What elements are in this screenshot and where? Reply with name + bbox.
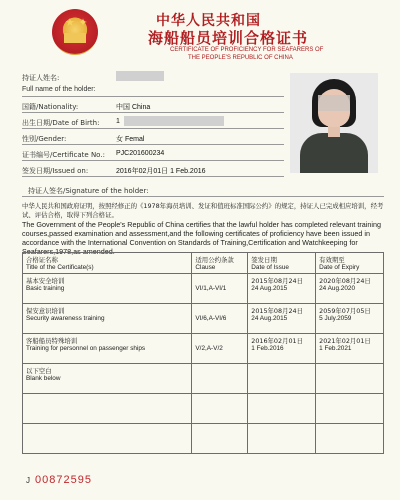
title-en-line-2: THE PEOPLE'S REPUBLIC OF CHINA xyxy=(188,55,293,61)
gender-label: 性别/Gender: xyxy=(22,135,67,143)
issued-line xyxy=(22,176,284,177)
dob-redaction xyxy=(124,116,224,126)
table-row xyxy=(23,364,384,394)
header-date-of-expiry: 有效期至 Date of Expiry xyxy=(316,253,384,274)
table-header-row xyxy=(23,253,384,274)
holder-name-label-cn: 持证人姓名: xyxy=(22,74,60,82)
body-text-en: The Government of the People's Republic of China certifies that the lawful holder has completed relevant training courses,passed examination and assessment,and the following certificates of proficiency have been issued in accordance with the International Convention on Standards of Training,Certification and Watchkeeping for Seafarers,1978,as amended. xyxy=(22,220,381,256)
dob-line xyxy=(22,128,284,129)
header-date-of-issue: 签发日期 Date of Issue xyxy=(248,253,316,274)
issued-label: 签发日期/Issued on: xyxy=(22,167,89,175)
cert-no-label: 证书编号/Certificate No.: xyxy=(22,151,105,159)
row-clause: VI/1,A-VI/1 xyxy=(192,274,248,304)
issued-value: 2016年02月01日 1 Feb.2016 xyxy=(116,168,206,175)
header-title: 合格证名称 Title of the Certificate(s) xyxy=(23,253,192,274)
gender-value: 女 Femal xyxy=(116,136,145,143)
body-text-cn: 中华人民共和国政府证明，按照经修正的《1978年海员培训、发证和值班标准国际公约》的规定，持证人已完成相应培训，经考试、评估合格，取得下列合格证。 xyxy=(22,202,384,219)
cert-no-line xyxy=(22,160,284,161)
serial-prefix: J xyxy=(26,476,31,485)
row-clause xyxy=(192,364,248,394)
row-title: 保安意识培训 Security awareness training xyxy=(23,304,192,334)
signature-line xyxy=(22,196,384,197)
holder-name-label-en: Full name of the holder: xyxy=(22,86,96,93)
title-en-line-1: CERTIFICATE OF PROFICIENCY FOR SEAFARERS OF xyxy=(170,47,324,53)
table-row xyxy=(23,334,384,364)
signature-label: 持证人签名/Signature of the holder: xyxy=(28,187,149,195)
row-issue: 2015年08月24日 24 Aug.2015 xyxy=(248,304,316,334)
dob-label: 出生日期/Date of Birth: xyxy=(22,119,100,127)
dob-value: 1 xyxy=(116,118,120,125)
row-issue: 2015年08月24日 24 Aug.2015 xyxy=(248,274,316,304)
title-cn-line-2: 海船船员培训合格证书 xyxy=(148,29,309,47)
row-title: 以下空白 Blank below xyxy=(23,364,192,394)
national-emblem-icon: ★ ✦ xyxy=(52,9,98,55)
holder-name-line xyxy=(22,96,284,97)
row-issue xyxy=(248,364,316,394)
nationality-value: 中国 China xyxy=(116,104,151,111)
title-cn-line-1: 中华人民共和国 xyxy=(156,13,261,29)
nationality-label: 国籍/Nationality: xyxy=(22,103,79,111)
row-title: 客船船员特殊培训 Training for personnel on passenger ships xyxy=(23,334,192,364)
row-title: 基本安全培训 Basic training xyxy=(23,274,192,304)
header-clause: 适用公约条款 Clause xyxy=(192,253,248,274)
table-row xyxy=(23,424,384,454)
row-expiry xyxy=(316,364,384,394)
table-row xyxy=(23,274,384,304)
row-clause: V/2,A-V/2 xyxy=(192,334,248,364)
row-expiry: 2059年07月05日 5 July.2059 xyxy=(316,304,384,334)
holder-name-redaction xyxy=(116,71,164,81)
holder-photo xyxy=(290,73,378,173)
row-clause: VI/6,A-VI/6 xyxy=(192,304,248,334)
serial-digits: 00872595 xyxy=(35,474,92,486)
certificates-table xyxy=(22,252,384,454)
row-issue: 2016年02月01日 1 Feb.2016 xyxy=(248,334,316,364)
serial-number xyxy=(26,474,92,486)
row-expiry: 2021年02月01日 1 Feb.2021 xyxy=(316,334,384,364)
table-row xyxy=(23,304,384,334)
row-expiry: 2020年08月24日 24 Aug.2020 xyxy=(316,274,384,304)
nationality-line xyxy=(22,112,284,113)
gender-line xyxy=(22,144,284,145)
cert-no-value: PJC201600234 xyxy=(116,150,165,157)
table-row xyxy=(23,394,384,424)
